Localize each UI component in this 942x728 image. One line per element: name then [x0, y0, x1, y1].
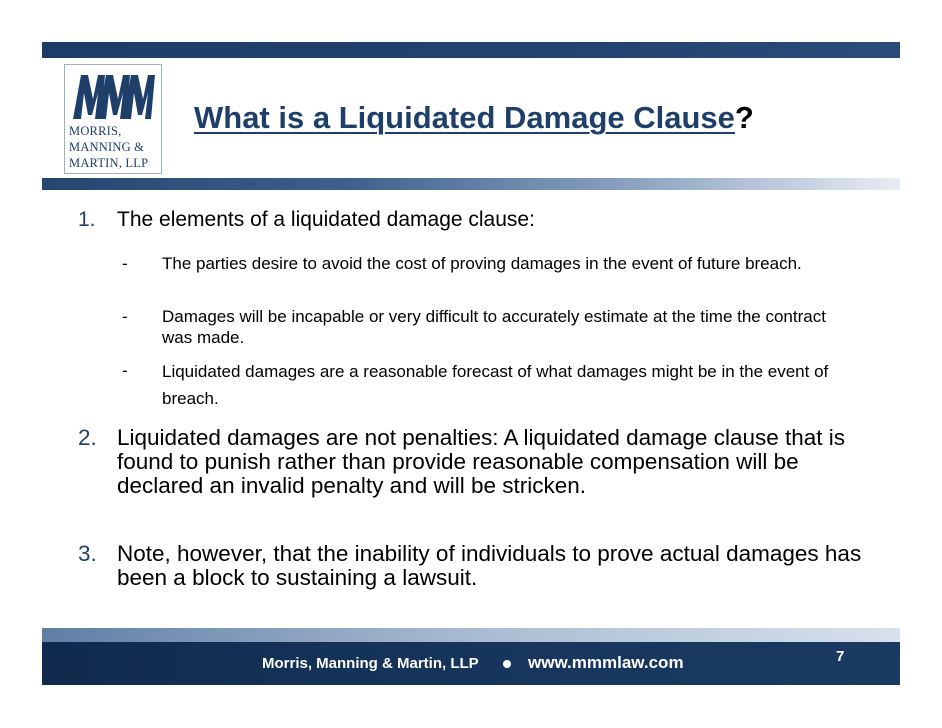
sub-item-1-text: The parties desire to avoid the cost of proving damages in the event of future breach.	[162, 254, 802, 273]
sub-item-2-dash: -	[122, 307, 128, 326]
list-item-2-number: 2.	[78, 425, 97, 450]
top-header-bar	[42, 42, 900, 58]
list-item-1-text: The elements of a liquidated damage clause:	[117, 208, 535, 231]
sub-item-1-dash: -	[122, 254, 128, 273]
list-item-3-number: 3.	[78, 541, 97, 566]
bullet-dot-icon	[503, 660, 511, 668]
slide-title-text: What is a Liquidated Damage Clause	[194, 100, 735, 135]
footer-website-link[interactable]: www.mmmlaw.com	[528, 653, 684, 672]
sub-item-2-text: Damages will be incapable or very difficult to accurately estimate at the time the contract was made.	[162, 307, 826, 347]
mmm-monogram-icon	[71, 71, 155, 121]
list-item-3-text: Note, however, that the inability of individuals to prove actual damages has been a block to sustaining a lawsuit.	[117, 541, 862, 590]
footer-gradient-strip	[42, 628, 900, 642]
slide-title	[194, 100, 754, 136]
page-number: 7	[836, 648, 845, 665]
firm-logo	[64, 64, 162, 174]
logo-firm-name: MORRIS, MANNING & MARTIN, LLP	[69, 124, 149, 170]
slide-title-question-mark: ?	[734, 100, 754, 135]
list-item-1-number: 1.	[78, 208, 96, 231]
sub-item-3-text: Liquidated damages are a reasonable forecast of what damages might be in the event of breach.	[162, 362, 829, 408]
footer-firm-name: Morris, Manning & Martin, LLP	[262, 655, 479, 672]
sub-item-3-dash: -	[122, 361, 128, 380]
title-divider-bar	[42, 178, 900, 190]
list-item-2-text: Liquidated damages are not penalties: A liquidated damage clause that is found to punish rather than provide reasonable compensation will be declared an invalid penalty and will be stricken.	[117, 425, 846, 498]
